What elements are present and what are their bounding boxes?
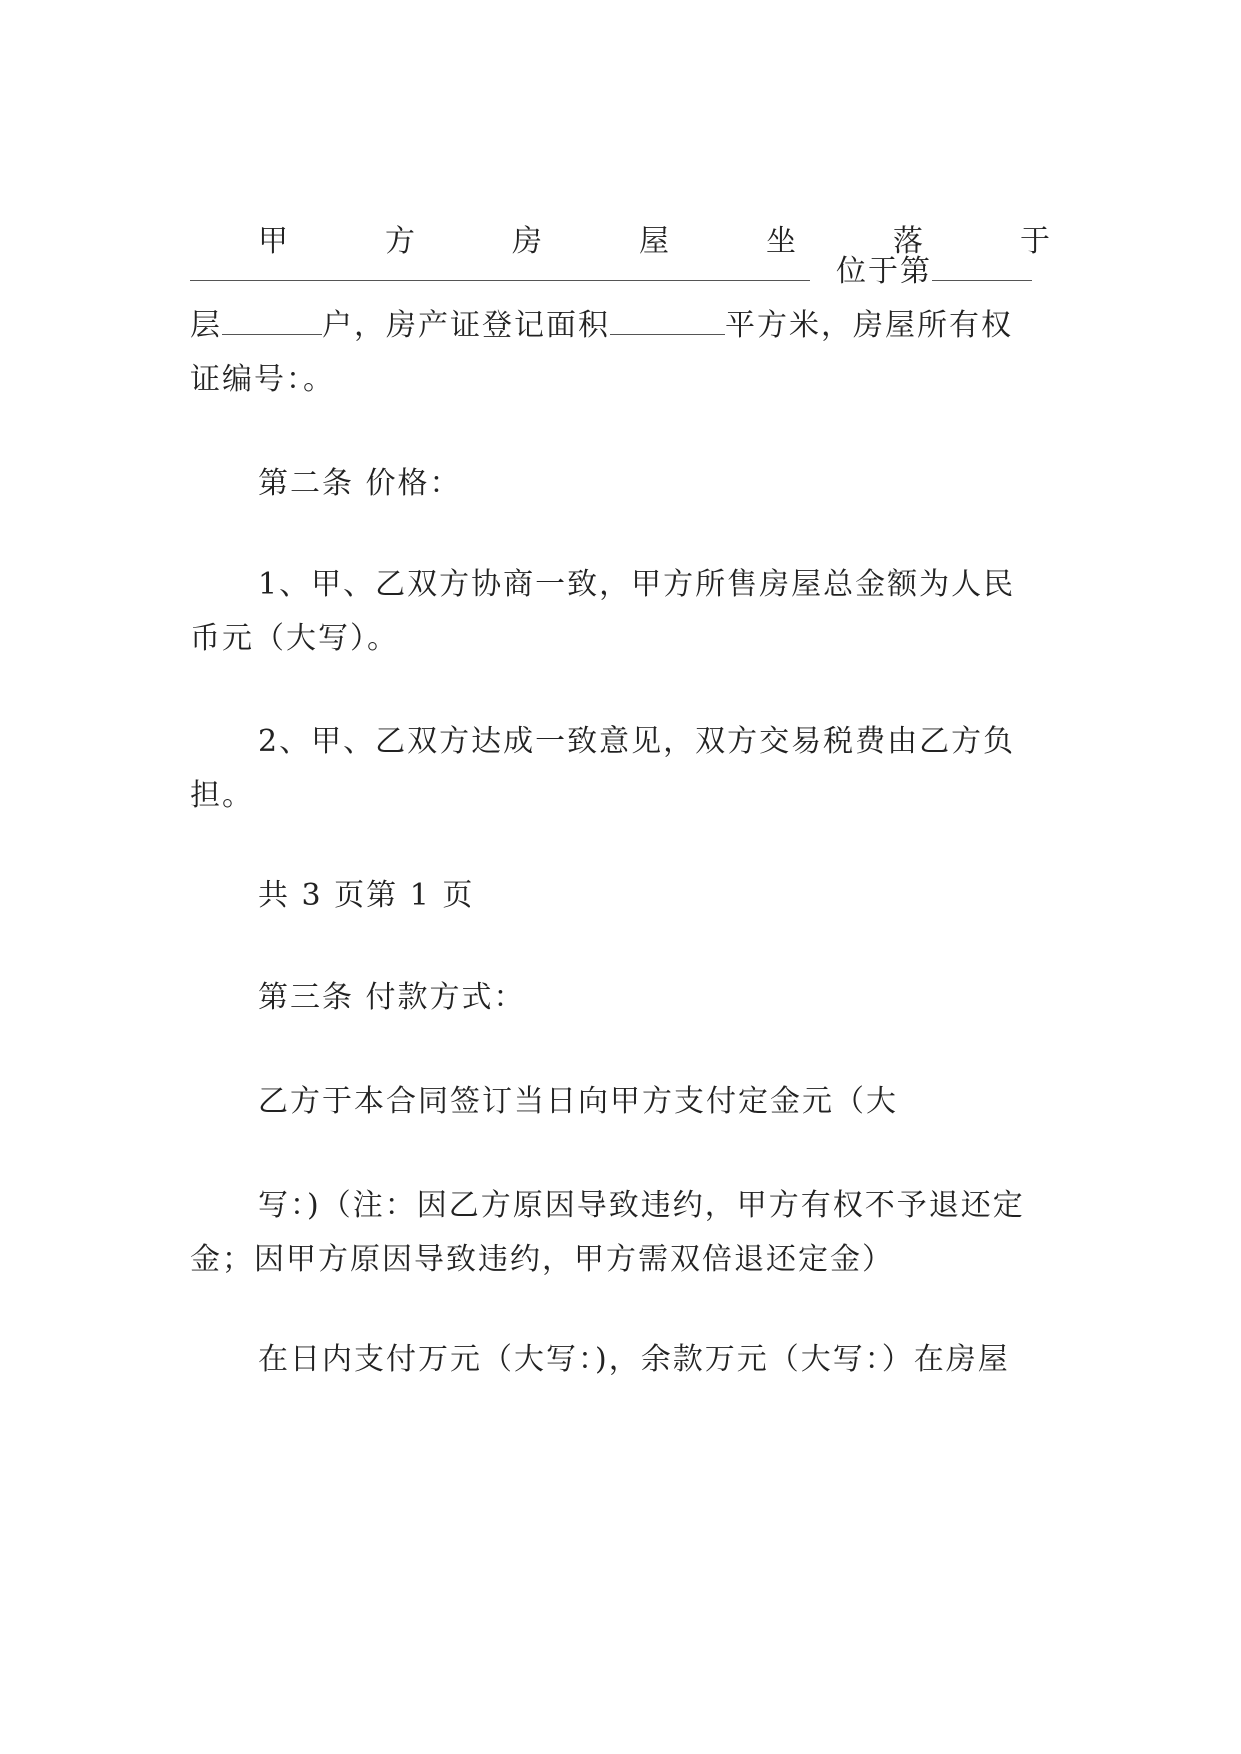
- article-3-heading: 第三条 付款方式：: [258, 980, 526, 1015]
- property-location-line: [190, 252, 1050, 292]
- area-prefix: 户，房产证登记面积: [322, 308, 610, 343]
- article-2-heading: 第二条 价格：: [258, 466, 462, 501]
- article-2-item-1: 1、甲、乙双方协商一致，甲方所售房屋总金额为人民: [258, 567, 1016, 602]
- floor-suffix: 层: [190, 308, 222, 343]
- article-2-item-2: 2、甲、乙双方达成一致意见，双方交易税费由乙方负: [258, 724, 1016, 759]
- spread-char: 落: [893, 224, 923, 259]
- article-3-payment: 在日内支付万元（大写：)，余款万元（大写：）在房屋: [258, 1342, 1010, 1377]
- certificate-number-line: 证编号：。: [190, 362, 335, 397]
- article-3-deposit: 乙方于本合同签订当日向甲方支付定金元（大: [258, 1084, 898, 1119]
- spread-char: 屋: [639, 224, 669, 259]
- unit-blank: [222, 306, 322, 335]
- location-blank: [190, 252, 810, 281]
- page-indicator: 共 3 页第 1 页: [258, 878, 475, 913]
- article-3-note-cont: 金；因甲方原因导致违约，甲方需双倍退还定金）: [190, 1242, 894, 1277]
- area-suffix: 平方米，房屋所有权: [725, 308, 1013, 343]
- spread-char: 于: [1020, 224, 1050, 259]
- floor-prefix: 位于第: [836, 254, 932, 289]
- floor-blank: [932, 252, 1032, 281]
- article-2-item-1-cont: 币元（大写）。: [190, 621, 399, 656]
- property-unit-line: [190, 306, 1050, 346]
- article-2-item-2-cont: 担。: [190, 778, 254, 813]
- spread-char: 方: [385, 224, 415, 259]
- spread-char: 房: [512, 224, 542, 259]
- spread-char: 坐: [766, 224, 796, 259]
- article-3-note: 写：)（注：因乙方原因导致违约，甲方有权不予退还定: [258, 1188, 1025, 1223]
- spread-char: 甲: [258, 224, 288, 259]
- area-blank: [610, 306, 725, 335]
